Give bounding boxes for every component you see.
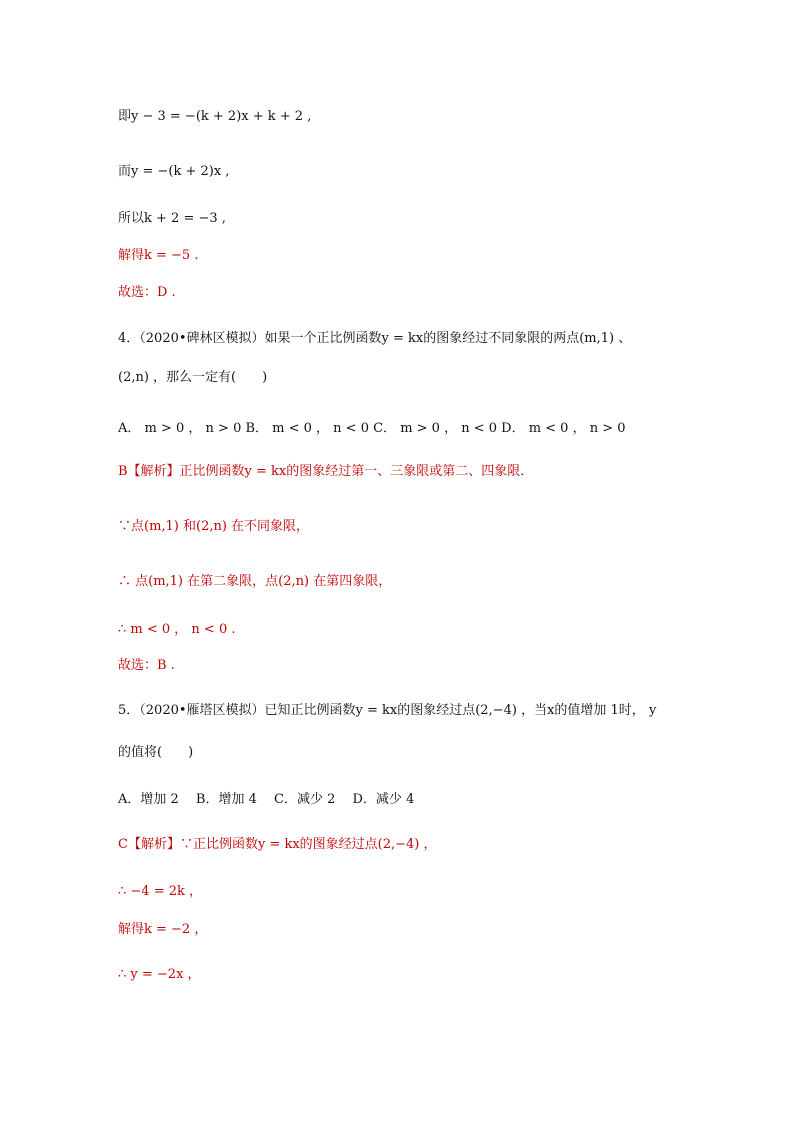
text-line: ∴ m < 0 ， n < 0 .	[118, 622, 236, 637]
text-line: 解得k = −5 .	[118, 248, 199, 263]
text-line: ∵点(m,1) 和(2,n) 在不同象限，	[118, 519, 310, 534]
text-line: 所以k + 2 = −3 ,	[118, 211, 226, 226]
question-5-stem-cont: 的值将( )	[118, 745, 194, 760]
text-line: ∴ 点(m,1) 在第二象限，点(2,n) 在第四象限，	[118, 574, 392, 589]
text-line: 解得k = −2 ，	[118, 922, 208, 937]
question-5-options: A．增加 2 B．增加 4 C．减少 2 D．减少 4	[118, 792, 415, 807]
question-5-solution: C【解析】∵正比例函数y = kx的图象经过点(2,−4) ，	[118, 837, 437, 852]
text-line: 故选：B .	[118, 658, 175, 673]
text-line: 而y = −(k + 2)x ,	[118, 164, 230, 179]
question-4-solution: B【解析】正比例函数y = kx的图象经过第一、三象限或第二、四象限．	[118, 464, 534, 479]
text-line: ∴ y = −2x ，	[118, 967, 201, 982]
question-5-stem: 5．（2020•雁塔区模拟）已知正比例函数y = kx的图象经过点(2,−4) ，当x的值增加 1时， y	[118, 703, 657, 718]
question-4-options: A． m > 0 ， n > 0 B． m < 0 ， n < 0 C． m > 0 ， n < 0 D． m < 0 ， n > 0	[118, 421, 626, 436]
question-4-stem-cont: (2,n) ，那么一定有( )	[118, 370, 268, 385]
text-line: 即y − 3 = −(k + 2)x + k + 2 ,	[118, 109, 312, 124]
text-line: ∴ −4 = 2k ，	[118, 884, 203, 899]
question-4-stem: 4．（2020•碑林区模拟）如果一个正比例函数y = kx的图象经过不同象限的两点(m,1) 、	[118, 331, 632, 346]
text-line: 故选：D .	[118, 285, 176, 300]
